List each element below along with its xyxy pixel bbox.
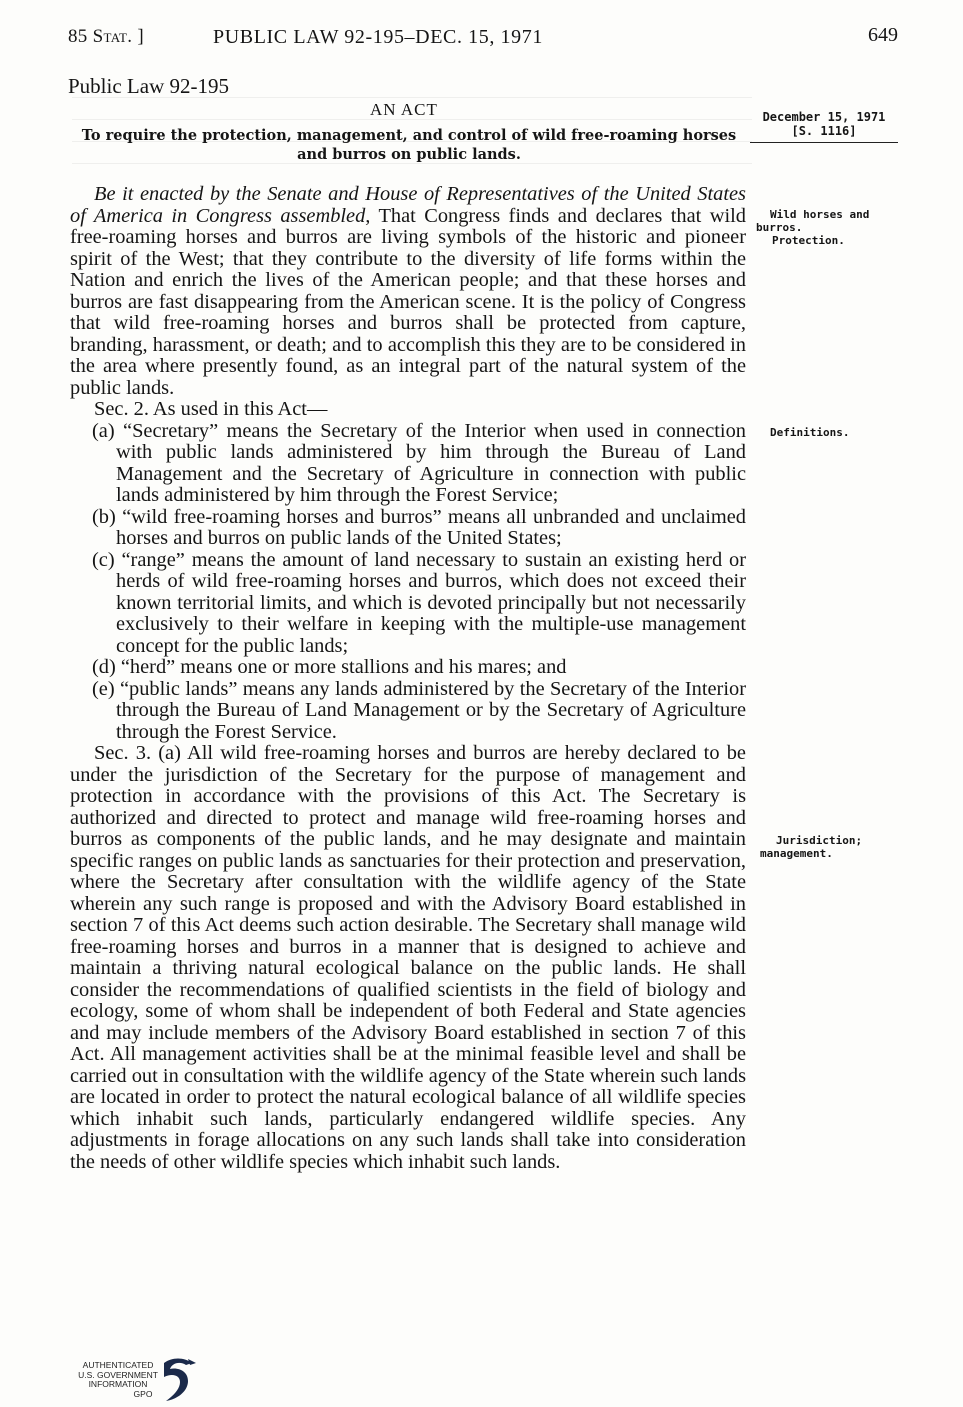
section-2-intro: Sec. 2. As used in this Act— xyxy=(94,398,328,420)
margin-date-block xyxy=(750,110,898,143)
section-2-c: (c) “range” means the amount of land necessary to sustain an existing herd or herds of wild free-roaming horses and burros, which does not exceed their known territorial limits, and which is devoted principally but not necessarily exclusively to their welfare in keeping with the multiple-use management concept for the public lands; xyxy=(92,548,746,657)
running-header xyxy=(68,22,898,56)
stat-bracket: ] xyxy=(137,26,144,47)
note-line: management. xyxy=(760,847,833,860)
section-1-text: That Congress finds and declares that wild free-roaming horses and burros are living symbols of the historic and pioneer spirit of the West; that they contribute to the diversity of life forms within the Nation and enrich the lives of the American people; and that these horses and burros are fast disappearing from the American scene. It is the policy of Congress that wild free-roaming horses and burros shall be protected from capture, branding, harassment, or death; and to accomplish this they are to be considered in the area where presently found, as an integral part of the natural system of the public lands. xyxy=(70,204,747,399)
gpo-seal-text xyxy=(68,1361,168,1399)
act-heading: AN ACT xyxy=(370,100,438,119)
bleed-through-texture xyxy=(72,76,752,186)
seal-line: GPO xyxy=(133,1388,153,1399)
note-line: Protection. xyxy=(772,234,845,247)
act-body xyxy=(70,184,746,1173)
purpose-line-2: and burros on public lands. xyxy=(297,146,521,163)
statute-reference xyxy=(68,26,144,48)
seal-line: INFORMATION xyxy=(88,1379,148,1389)
note-line: Wild horses and xyxy=(770,208,870,221)
seal-line: U.S. GOVERNMENT xyxy=(78,1369,158,1380)
note-line: Jurisdiction; xyxy=(776,834,863,847)
section-2-a: (a) “Secretary” means the Secretary of the Interior when used in connection with public lands administered by him through the Bureau of Land Management and the Secretary of Agriculture in connection with public lands administered by him through the Forest Service; xyxy=(92,419,746,506)
seal-line: AUTHENTICATED xyxy=(82,1360,154,1370)
margin-note-wild-horses xyxy=(756,208,896,247)
purpose-line-1: To require the protection, management, and control of wild free-roaming horses xyxy=(81,127,737,144)
law-title: Public Law 92-195 xyxy=(68,74,229,98)
section-2-e: (e) “public lands” means any lands administered by the Secretary of the Interior through the Bureau of Land Management or by the Secretary of Agriculture through the Forest Service. xyxy=(92,677,746,743)
margin-date: December 15, 1971 xyxy=(762,110,886,124)
gpo-authentication-seal xyxy=(60,1355,210,1405)
margin-note-jurisdiction xyxy=(760,834,900,860)
section-3-a: Sec. 3. (a) All wild free-roaming horses and burros are hereby declared to be under the jurisdiction of the Secretary for the purpose of management and protection in accordance with the provisions of this Act. The Secretary is authorized and directed to protect and manage wild free-roaming horses and burros as components of the public lands, and he may designate and maintain specific ranges on public lands as sanctuaries for their protection and preservation, where the Secretary after consultation with the wildlife agency of the State wherein any such range is proposed and with the Advisory Board established in section 7 of this Act deems such action desirable. The Secretary shall manage wild free-roaming horses and burros in a manner that is designed to achieve and maintain a thriving natural ecological balance on the public lands. He shall consider the recommendations of qualified scientists in the field of biology and ecology, some of whom shall be independent of both Federal and State agencies and may include members of the Advisory Board established in section 7 of this Act. All management activities shall be at the minimal feasible level and shall be carried out in consultation with the wildlife agency of the State wherein such lands are located in order to protect the natural ecological balance of all wildlife species which inhabit such lands, particularly endangered wildlife species. Any adjustments in forage allocations on any such lands shall take into consideration the needs of other wildlife species which inhabit such lands. xyxy=(70,742,746,1173)
margin-note-definitions: Definitions. xyxy=(770,426,850,439)
stat-label: 85 Stat. xyxy=(68,26,133,47)
section-2-b: (b) “wild free-roaming horses and burros” means all unbranded and unclaimed horses and burros on public lands of the United States; xyxy=(92,505,746,549)
margin-bill-number: [S. 1116] xyxy=(791,124,857,138)
eagle-icon xyxy=(158,1355,198,1405)
enacting-paragraph xyxy=(70,184,746,399)
header-title: PUBLIC LAW 92-195–DEC. 15, 1971 xyxy=(213,26,543,48)
enacting-clause: Be it enacted by the Senate and House of Representatives of the United States of America in Congress assembled, xyxy=(70,183,746,227)
page-number: 649 xyxy=(868,24,898,46)
section-2-d: (d) “herd” means one or more stallions and his mares; and xyxy=(92,656,567,678)
note-line: burros. xyxy=(756,221,803,234)
